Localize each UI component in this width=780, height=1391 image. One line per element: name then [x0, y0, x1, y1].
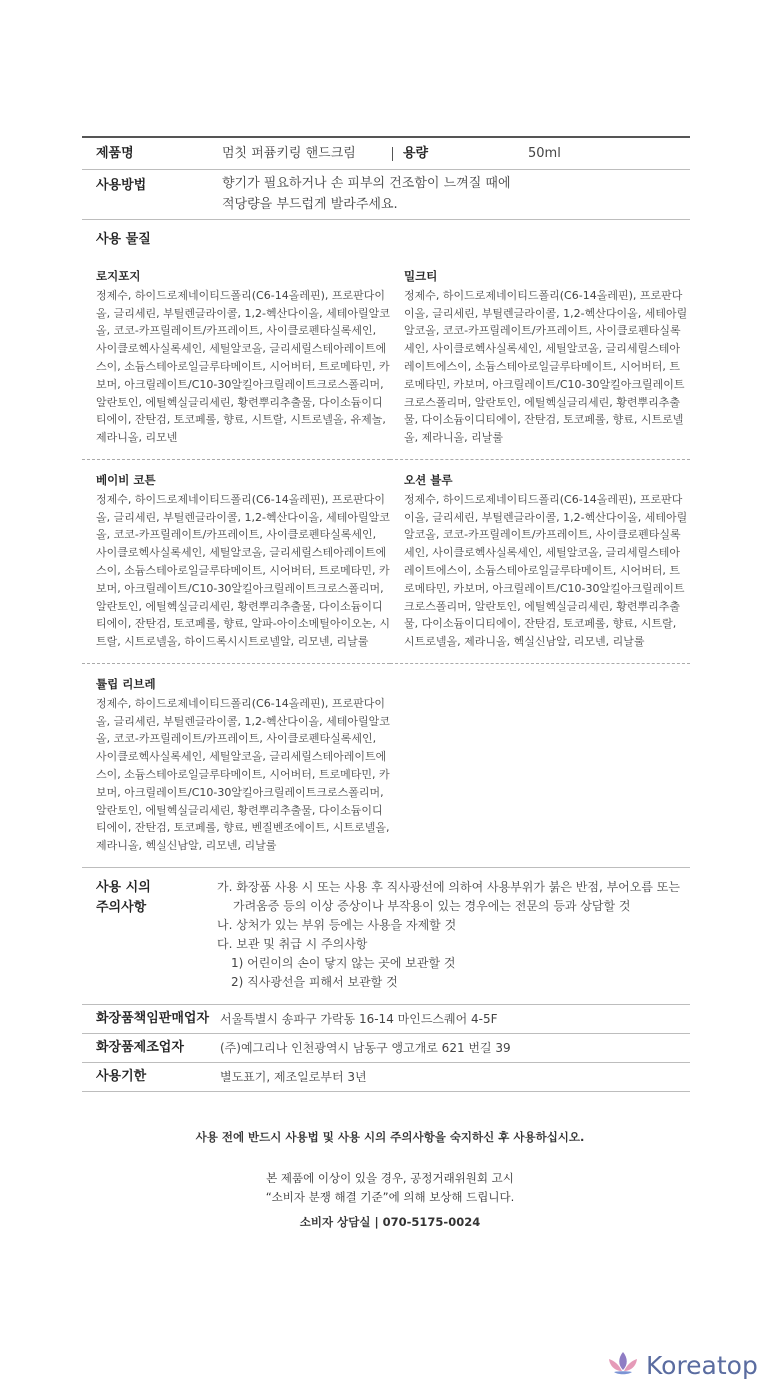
manufacturer-label: 화장품제조업자 — [96, 1039, 184, 1055]
caution-item: 가. 화장품 사용 시 또는 사용 후 직사광선에 의하여 사용부위가 붉은 반점, 부어오름 또는 — [217, 879, 680, 894]
seller-value: 서울특별시 송파구 가락동 16-14 마인드스퀘어 4-5F — [220, 1011, 498, 1026]
caution-item: 1) 어린이의 손이 닿지 않는 곳에 보관할 것 — [231, 955, 456, 970]
ingredient-list: 정제수, 하이드로제네이티드폴리(C6-14올레핀), 프로판다이올, 글리세린, 부틸렌글라이콜, 1,2-헥산다이올, 세테아릴알코올, 코코-카프릴레이트/카프레이트, 사이클로펜타실록세인, 사이클로헥사실록세인, 세틸알코올, 글리세릴스테아레이트에스이, 소듐스테아로일글루타메이트, 시어버터, 트로메타민, 카보머, 아크릴레이트/C10-30알킬아크릴레이트크로스폴리머, 알란토인, 에틸헥실글리세린, 황련뿌리추출물, 다이소듐이디티에이, 잔탄검, 토코페롤, 향료, 알파-아이소메틸아이오논, 시트랄, 시트로넬올, 하이드록시시트로넬알, 리모넨, 리날룰 — [96, 492, 390, 649]
ingredients-grid — [82, 256, 690, 868]
ingredient-name: 밀크티 — [404, 269, 438, 283]
empty-cell — [390, 664, 690, 868]
ingredient-list: 정제수, 하이드로제네이티드폴리(C6-14올레핀), 프로판다이올, 글리세린, 부틸렌글라이콜, 1,2-헥산다이올, 세테아릴알코올, 코코-카프릴레이트/카프레이트, 사이클로펜타실록세인, 사이클로헥사실록세인, 세틸알코올, 글리세릴스테아레이트에스이, 소듐스테아로일글루타메이트, 시어버터, 트로메타민, 카보머, 아크릴레이트/C10-30알킬아크릴레이트크로스폴리머, 알란토인, 에틸헥실글리세린, 황련뿌리추출물, 다이소듐이디티에이, 잔탄검, 토코페롤, 향료, 시트로넬올, 제라니올, 리날룰 — [404, 288, 688, 445]
lotus-icon — [606, 1350, 640, 1380]
usage-line: 적당량을 부드럽게 발라주세요. — [222, 197, 398, 212]
usage-line: 향기가 필요하거나 손 피부의 건조함이 느껴질 때에 — [222, 176, 511, 191]
compensation-line: “소비자 분쟁 해결 기준”에 의해 보상해 드립니다. — [265, 1190, 515, 1204]
compensation-line: 본 제품에 이상이 있을 경우, 공정거래위원회 고시 — [266, 1171, 514, 1185]
expiry-row — [82, 1063, 690, 1092]
seller-label: 화장품책임판매업자 — [96, 1010, 210, 1026]
caution-item: 가려움증 등의 이상 증상이나 부작용이 있는 경우에는 전문의 등과 상담할 것 — [233, 898, 631, 913]
usage-label: 사용방법 — [96, 178, 147, 193]
caution-label — [82, 878, 217, 992]
caution-label-line: 사용 시의 — [96, 879, 151, 895]
ingredient-list: 정제수, 하이드로제네이티드폴리(C6-14올레핀), 프로판다이올, 글리세린, 부틸렌글라이콜, 1,2-헥산다이올, 세테아릴알코올, 코코-카프릴레이트/카프레이트, 사이클로펜타실록세인, 사이클로헥사실록세인, 세틸알코올, 글리세릴스테아레이트에스이, 소듐스테아로일글루타메이트, 시어버터, 트로메타민, 카보머, 아크릴레이트/C10-30알킬아크릴레이트크로스폴리머, 알란토인, 에틸헥실글리세린, 황련뿌리추출물, 다이소듐이디티에이, 잔탄검, 토코페롤, 향료, 벤질벤조에이트, 시트로넬올, 제라니올, 헥실신남알, 리모넨, 리날룰 — [96, 696, 390, 853]
ingredient-name: 오션 블루 — [404, 472, 453, 487]
caution-label-line: 주의사항 — [96, 899, 147, 915]
product-name-row — [82, 136, 690, 170]
ingredient-block-rosy-posy — [82, 256, 390, 460]
volume-label: 용량 — [403, 145, 429, 161]
ingredient-list: 정제수, 하이드로제네이티드폴리(C6-14올레핀), 프로판다이올, 글리세린, 부틸렌글라이콜, 1,2-헥산다이올, 세테아릴알코올, 코코-카프릴레이트/카프레이트, 사이클로펜타실록세인, 사이클로헥사실록세인, 세틸알코올, 글리세릴스테아레이트에스이, 소듐스테아로일글루타메이트, 시어버터, 트로메타민, 카보머, 아크릴레이트/C10-30알킬아크릴레이트크로스폴리머, 알란토인, 에틸헥실글리세린, 황련뿌리추출물, 다이소듐이디티에이, 잔탄검, 토코페롤, 향료, 시트랄, 시트로넬올, 제라니올, 헥실신남알, 리모넨, 리날룰 — [404, 492, 688, 649]
koreatop-logo — [606, 1350, 758, 1380]
ingredient-name: 튤립 리브레 — [96, 676, 156, 691]
volume-value: 50ml — [528, 145, 561, 161]
ingredient-block-baby-cotton — [82, 460, 390, 664]
product-info-table — [82, 136, 690, 1092]
customer-service: 소비자 상담실 | 070-5175-0024 — [299, 1215, 481, 1229]
caution-row — [82, 868, 690, 1005]
ingredient-block-tulip-libre — [82, 664, 390, 868]
caution-item: 2) 직사광선을 피해서 보관할 것 — [231, 974, 398, 989]
compensation-notice — [0, 1169, 780, 1207]
ingredient-block-ocean-blue — [390, 460, 690, 664]
ingredient-name: 로지포지 — [96, 269, 141, 283]
caution-text — [217, 878, 680, 992]
expiry-label: 사용기한 — [96, 1068, 147, 1084]
ingredients-title: 사용 물질 — [96, 232, 151, 247]
product-name-value: 멈칫 퍼퓸키링 핸드크림 — [222, 145, 356, 161]
usage-row — [82, 170, 690, 220]
usage-text — [222, 173, 511, 215]
logo-text: Koreatop — [646, 1350, 758, 1380]
manufacturer-value: (주)예그리나 인천광역시 남동구 앵고개로 621 번길 39 — [220, 1040, 511, 1055]
expiry-value: 별도표기, 제조일로부터 3년 — [220, 1069, 367, 1084]
divider — [392, 147, 393, 161]
product-name-label: 제품명 — [96, 145, 134, 161]
manufacturer-row — [82, 1034, 690, 1063]
ingredient-block-milk-tea — [390, 256, 690, 460]
ingredient-name: 베이비 코튼 — [96, 472, 156, 487]
caution-item: 다. 보관 및 취급 시 주의사항 — [217, 936, 368, 951]
usage-notice: 사용 전에 반드시 사용법 및 사용 시의 주의사항을 숙지하신 후 사용하십시오. — [195, 1130, 585, 1144]
seller-row — [82, 1005, 690, 1034]
ingredient-list: 정제수, 하이드로제네이티드폴리(C6-14올레핀), 프로판다이올, 글리세린, 부틸렌글라이콜, 1,2-헥산다이올, 세테아릴알코올, 코코-카프릴레이트/카프레이트, 사이클로펜타실록세인, 사이클로헥사실록세인, 세틸알코올, 글리세릴스테아레이트에스이, 소듐스테아로일글루타메이트, 시어버터, 트로메타민, 카보머, 아크릴레이트/C10-30알킬아크릴레이트크로스폴리머, 알란토인, 에틸헥실글리세린, 황련뿌리추출물, 다이소듐이디티에이, 잔탄검, 토코페롤, 향료, 시트랄, 시트로넬올, 유제놀, 제라니올, 리모넨 — [96, 288, 390, 445]
caution-item: 나. 상처가 있는 부위 등에는 사용을 자제할 것 — [217, 917, 457, 932]
